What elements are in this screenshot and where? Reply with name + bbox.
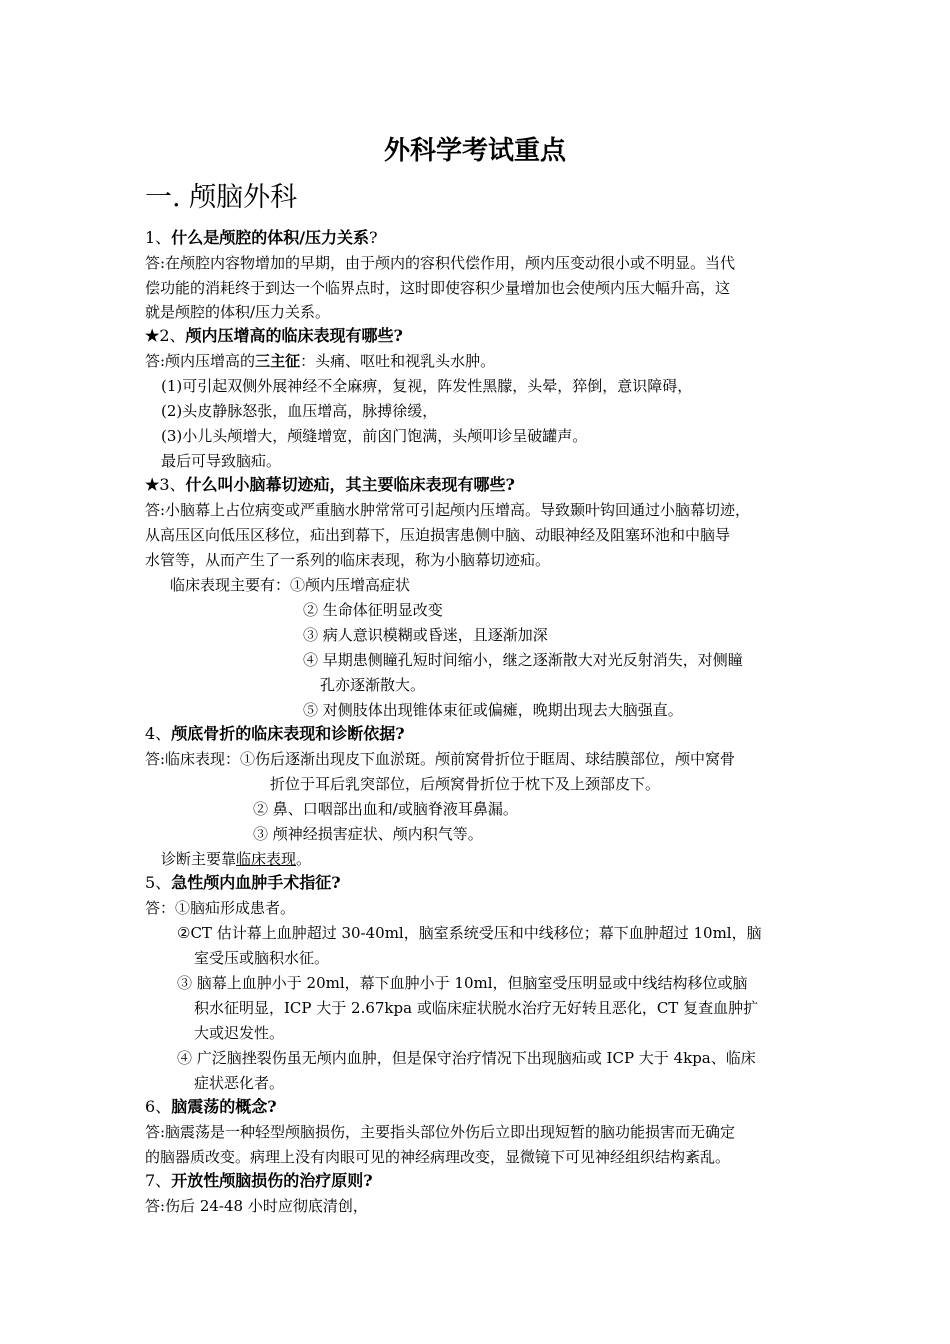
answer-5-line: 大或迟发性。 xyxy=(194,1024,285,1042)
answer-1-line: 偿功能的消耗终于到达一个临界点时，这时即使容积少量增加也会使颅内压大幅升高，这 xyxy=(145,279,731,297)
answer-3-lead: 临床表现主要有：①颅内压增高症状 xyxy=(170,576,411,594)
answer-4-line: ③ 颅神经损害症状、颅内积气等。 xyxy=(253,825,483,843)
answer-3-item: ③ 病人意识模糊或昏迷，且逐渐加深 xyxy=(303,626,548,644)
answer-5-line: ③ 脑幕上血肿小于 20ml，幕下血肿小于 10ml，但脑室受压明显或中线结构移位或脑 xyxy=(177,974,748,992)
answer-1-line: 就是颅腔的体积/压力关系。 xyxy=(145,303,331,321)
answer-6-line: 答:脑震荡是一种轻型颅脑损伤，主要指头部位外伤后立即出现短暂的脑功能损害而无确定 xyxy=(145,1123,736,1141)
document-title: 外科学考试重点 xyxy=(383,136,566,166)
question-3: ★3、什么叫小脑幕切迹疝，其主要临床表现有哪些? xyxy=(145,475,515,494)
question-6: 6、脑震荡的概念? xyxy=(145,1097,277,1116)
section-heading: 一. 颅脑外科 xyxy=(145,182,298,213)
question-2: ★2、颅内压增高的临床表现有哪些? xyxy=(145,326,403,345)
answer-2-intro: 答:颅内压增高的三主征：头痛、呕吐和视乳头水肿。 xyxy=(145,352,496,370)
answer-5-line: ④ 广泛脑挫裂伤虽无颅内血肿，但是保守治疗情况下出现脑疝或 ICP 大于 4kpa、临床 xyxy=(177,1049,756,1067)
answer-3-item: ⑤ 对侧肢体出现锥体束征或偏瘫，晚期出现去大脑强直。 xyxy=(303,701,683,719)
answer-4-line: ② 鼻、口咽部出血和/或脑脊液耳鼻漏。 xyxy=(253,800,518,818)
question-7: 7、开放性颅脑损伤的治疗原则? xyxy=(145,1171,373,1190)
answer-4-diagnosis: 诊断主要靠临床表现。 xyxy=(161,850,312,868)
question-1: 1、什么是颅腔的体积/压力关系? xyxy=(145,228,378,247)
answer-1-line: 答:在颅腔内容物增加的早期，由于颅内的容积代偿作用，颅内压变动很小或不明显。当代 xyxy=(145,254,736,272)
answer-3-item: 孔亦逐渐散大。 xyxy=(320,676,426,694)
answer-2-item: (1)可引起双侧外展神经不全麻痹，复视，阵发性黑朦，头晕，猝倒，意识障碍， xyxy=(161,377,693,395)
answer-5-line: 症状恶化者。 xyxy=(194,1074,285,1092)
answer-2-item: 最后可导致脑疝。 xyxy=(161,452,282,470)
question-5: 5、急性颅内血肿手术指征? xyxy=(145,873,341,892)
answer-3-item: ② 生命体征明显改变 xyxy=(303,601,443,619)
answer-3-line: 从高压区向低压区移位，疝出到幕下，压迫损害患侧中脑、动眼神经及阻塞环池和中脑导 xyxy=(145,526,731,544)
answer-2-item: (2)头皮静脉怒张，血压增高，脉搏徐缓， xyxy=(161,402,438,420)
answer-6-line: 的脑器质改变。病理上没有肉眼可见的神经病理改变，显微镜下可见神经组织结构紊乱。 xyxy=(145,1148,731,1166)
answer-3-line: 水管等，从而产生了一系列的临床表现，称为小脑幕切迹疝。 xyxy=(145,551,551,569)
answer-4-line: 答:临床表现：①伤后逐渐出现皮下血淤斑。颅前窝骨折位于眶周、球结膜部位，颅中窝骨 xyxy=(145,750,736,768)
answer-7-line: 答:伤后 24-48 小时应彻底清创， xyxy=(145,1197,368,1215)
answer-5-line: 答：①脑疝形成患者。 xyxy=(145,899,296,917)
answer-3-item: ④ 早期患侧瞳孔短时间缩小，继之逐渐散大对光反射消失，对侧瞳 xyxy=(303,651,743,669)
answer-5-line: ②CT 估计幕上血肿超过 30-40ml，脑室系统受压和中线移位；幕下血肿超过 10ml，脑 xyxy=(177,924,762,942)
answer-5-line: 室受压或脑积水征。 xyxy=(194,949,330,967)
answer-5-line: 积水征明显，ICP 大于 2.67kpa 或临床症状脱水治疗无好转且恶化，CT 复查血肿扩 xyxy=(194,999,759,1017)
answer-3-line: 答:小脑幕上占位病变或严重脑水肿常常可引起颅内压增高。导致颞叶钩回通过小脑幕切迹， xyxy=(145,501,751,519)
question-4: 4、颅底骨折的临床表现和诊断依据? xyxy=(145,724,405,743)
answer-4-line: 折位于耳后乳突部位，后颅窝骨折位于枕下及上颈部皮下。 xyxy=(270,775,661,793)
answer-2-item: (3)小儿头颅增大，颅缝增宽，前囟门饱满，头颅叩诊呈破罐声。 xyxy=(161,427,588,445)
